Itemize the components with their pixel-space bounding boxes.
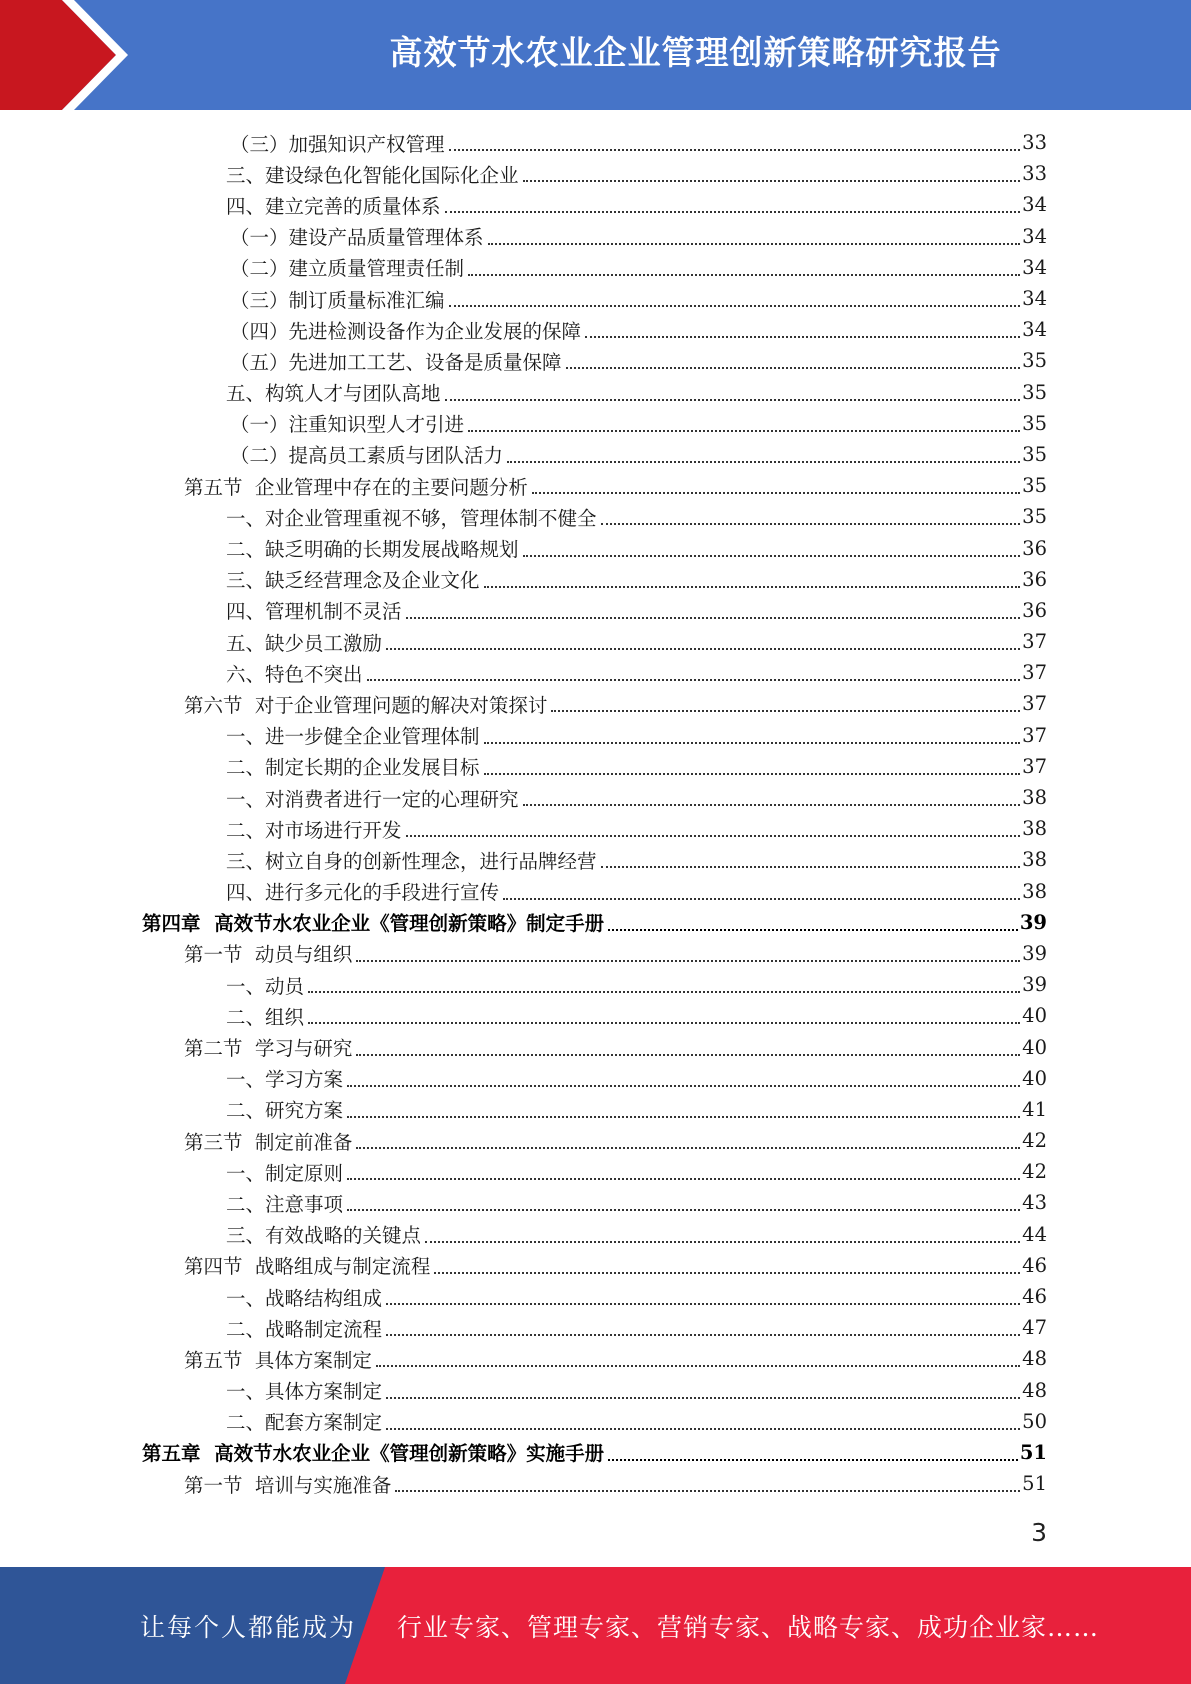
toc-entry-page: 38: [1022, 848, 1047, 872]
toc-entry-title: 第四节 战略组成与制定流程: [184, 1255, 431, 1279]
toc-leader-dots: [507, 442, 1020, 463]
toc-entry-title: 第一节 动员与组织: [184, 943, 353, 967]
toc-leader-dots: [356, 1128, 1020, 1149]
toc-entry[interactable]: [142, 1437, 1047, 1468]
toc-entry[interactable]: [226, 532, 1047, 563]
toc-entry[interactable]: [226, 501, 1047, 532]
toc-entry[interactable]: [226, 626, 1047, 657]
toc-entry[interactable]: [226, 657, 1047, 688]
toc-entry-title: 五、缺少员工激励: [226, 631, 383, 655]
toc-entry[interactable]: [184, 1125, 1047, 1156]
toc-entry-title: 一、对企业管理重视不够，管理体制不健全: [226, 506, 597, 530]
toc-leader-dots: [386, 1378, 1020, 1399]
toc-entry-title: 二、研究方案: [226, 1099, 344, 1123]
toc-entry-page: 35: [1022, 349, 1047, 373]
toc-entry[interactable]: [230, 314, 1047, 345]
toc-leader-dots: [406, 598, 1021, 619]
toc-leader-dots: [601, 504, 1021, 525]
toc-entry-page: 38: [1022, 817, 1047, 841]
toc-entry-title: 第六节 对于企业管理问题的解决对策探讨: [184, 693, 548, 717]
toc-leader-dots: [585, 317, 1020, 338]
toc-entry[interactable]: [230, 221, 1047, 252]
toc-leader-dots: [503, 879, 1020, 900]
toc-entry-page: 38: [1022, 786, 1047, 810]
toc-entry[interactable]: [184, 1468, 1047, 1499]
toc-entry-title: 二、战略制定流程: [226, 1317, 383, 1341]
toc-entry[interactable]: [226, 876, 1047, 907]
toc-entry-page: 40: [1022, 1066, 1047, 1090]
toc-entry-page: 37: [1022, 630, 1047, 654]
toc-entry[interactable]: [226, 158, 1047, 189]
toc-entry-title: 三、建设绿色化智能化国际化企业: [226, 163, 519, 187]
toc-entry[interactable]: [184, 1250, 1047, 1281]
toc-entry[interactable]: [226, 377, 1047, 408]
toc-entry[interactable]: [226, 595, 1047, 626]
toc-leader-dots: [356, 941, 1020, 962]
toc-entry-title: （三）加强知识产权管理: [230, 132, 445, 156]
toc-entry-page: 34: [1022, 193, 1047, 217]
toc-entry-page: 47: [1022, 1316, 1047, 1340]
toc-leader-dots: [608, 1440, 1018, 1461]
toc-entry-title: 二、对市场进行开发: [226, 818, 402, 842]
toc-entry-title: 第四章 高效节水农业企业《管理创新策略》制定手册: [142, 912, 605, 936]
toc-entry-title: 一、战略结构组成: [226, 1286, 383, 1310]
toc-entry[interactable]: [142, 907, 1047, 938]
toc-leader-dots: [449, 286, 1021, 307]
toc-entry[interactable]: [230, 439, 1047, 470]
toc-entry-title: 四、进行多元化的手段进行宣传: [226, 881, 500, 905]
toc-entry[interactable]: [226, 1063, 1047, 1094]
toc-entry-page: 48: [1022, 1347, 1047, 1371]
toc-entry[interactable]: [226, 1000, 1047, 1031]
toc-entry-page: 43: [1022, 1191, 1047, 1215]
toc-leader-dots: [468, 411, 1020, 432]
toc-entry-page: 42: [1022, 1160, 1047, 1184]
toc-entry-page: 33: [1022, 162, 1047, 186]
toc-entry-title: （四）先进检测设备作为企业发展的保障: [230, 319, 582, 343]
toc-entry[interactable]: [184, 938, 1047, 969]
toc-leader-dots: [386, 1409, 1020, 1430]
toc-leader-dots: [386, 629, 1020, 650]
toc-entry[interactable]: [226, 1187, 1047, 1218]
toc-leader-dots: [523, 785, 1021, 806]
toc-leader-dots: [608, 910, 1018, 931]
page-header: [0, 0, 1191, 110]
toc-entry-page: 37: [1022, 692, 1047, 716]
toc-entry-page: 46: [1022, 1285, 1047, 1309]
toc-entry-page: 34: [1022, 287, 1047, 311]
footer-tagline: 行业专家、管理专家、营销专家、战略专家、成功企业家……: [397, 1612, 1100, 1642]
toc-entry-page: 46: [1022, 1253, 1047, 1277]
toc-leader-dots: [488, 224, 1021, 245]
toc-entry-page: 36: [1022, 536, 1047, 560]
toc-entry-title: 三、缺乏经营理念及企业文化: [226, 569, 480, 593]
report-title: 高效节水农业企业管理创新策略研究报告: [389, 32, 1002, 72]
table-of-contents: [0, 127, 1191, 1499]
toc-entry-title: 二、配套方案制定: [226, 1411, 383, 1435]
toc-leader-dots: [347, 1159, 1020, 1180]
toc-entry-page: 37: [1022, 661, 1047, 685]
toc-entry[interactable]: [226, 1406, 1047, 1437]
toc-entry-page: 40: [1022, 1035, 1047, 1059]
toc-leader-dots: [395, 1471, 1020, 1492]
toc-leader-dots: [386, 1284, 1020, 1305]
toc-entry-title: 五、构筑人才与团队高地: [226, 382, 441, 406]
toc-entry[interactable]: [184, 470, 1047, 501]
toc-entry[interactable]: [230, 283, 1047, 314]
page-number: 3: [1031, 1518, 1047, 1547]
toc-entry-page: 51: [1019, 1440, 1047, 1464]
toc-entry[interactable]: [226, 1094, 1047, 1125]
toc-entry[interactable]: [226, 844, 1047, 875]
toc-entry-title: （三）制订质量标准汇编: [230, 288, 445, 312]
toc-entry[interactable]: [226, 1219, 1047, 1250]
toc-entry-title: 一、具体方案制定: [226, 1380, 383, 1404]
toc-leader-dots: [484, 723, 1021, 744]
toc-entry-page: 35: [1022, 442, 1047, 466]
toc-entry[interactable]: [226, 751, 1047, 782]
toc-leader-dots: [449, 130, 1021, 151]
toc-entry-title: 六、特色不突出: [226, 662, 363, 686]
toc-leader-dots: [356, 1035, 1020, 1056]
toc-leader-dots: [347, 1066, 1020, 1087]
toc-entry-page: 36: [1022, 598, 1047, 622]
toc-entry-page: 41: [1022, 1097, 1047, 1121]
toc-entry-page: 35: [1022, 380, 1047, 404]
toc-entry[interactable]: [226, 813, 1047, 844]
toc-entry-title: 三、树立自身的创新性理念，进行品牌经营: [226, 849, 597, 873]
toc-entry[interactable]: [230, 127, 1047, 158]
toc-leader-dots: [566, 348, 1021, 369]
toc-leader-dots: [445, 380, 1021, 401]
toc-leader-dots: [551, 691, 1020, 712]
toc-leader-dots: [601, 847, 1021, 868]
toc-entry-page: 34: [1022, 224, 1047, 248]
toc-entry[interactable]: [226, 1281, 1047, 1312]
toc-leader-dots: [425, 1222, 1020, 1243]
toc-entry-title: 二、注意事项: [226, 1192, 344, 1216]
toc-entry-page: 34: [1022, 255, 1047, 279]
toc-entry-page: 42: [1022, 1129, 1047, 1153]
toc-entry[interactable]: [184, 688, 1047, 719]
toc-leader-dots: [523, 536, 1021, 557]
toc-leader-dots: [484, 754, 1021, 775]
toc-entry-title: 第五章 高效节水农业企业《管理创新策略》实施手册: [142, 1442, 605, 1466]
toc-entry-page: 34: [1022, 318, 1047, 342]
toc-leader-dots: [347, 1097, 1020, 1118]
toc-entry-title: （一）注重知识型人才引进: [230, 413, 465, 437]
toc-leader-dots: [376, 1346, 1020, 1367]
toc-entry-title: 第五节 具体方案制定: [184, 1348, 372, 1372]
toc-leader-dots: [532, 473, 1020, 494]
toc-entry-page: 51: [1022, 1472, 1047, 1496]
footer-slogan: 让每个人都能成为: [140, 1612, 357, 1642]
toc-entry-page: 44: [1022, 1222, 1047, 1246]
toc-leader-dots: [406, 816, 1021, 837]
toc-leader-dots: [308, 1003, 1020, 1024]
toc-entry-title: 一、制定原则: [226, 1161, 344, 1185]
toc-entry-page: 35: [1022, 474, 1047, 498]
toc-entry-title: 二、缺乏明确的长期发展战略规划: [226, 538, 519, 562]
toc-entry-title: 第五节 企业管理中存在的主要问题分析: [184, 475, 528, 499]
toc-entry-title: 一、学习方案: [226, 1068, 344, 1092]
toc-entry[interactable]: [230, 252, 1047, 283]
toc-leader-dots: [523, 161, 1021, 182]
toc-entry[interactable]: [226, 720, 1047, 751]
toc-entry-title: （二）建立质量管理责任制: [230, 257, 465, 281]
toc-entry-title: 二、组织: [226, 1005, 305, 1029]
toc-entry-page: 37: [1022, 754, 1047, 778]
toc-entry-title: 四、建立完善的质量体系: [226, 194, 441, 218]
toc-entry-page: 39: [1022, 941, 1047, 965]
toc-entry-title: （五）先进加工工艺、设备是质量保障: [230, 350, 562, 374]
toc-entry-title: 一、进一步健全企业管理体制: [226, 725, 480, 749]
toc-leader-dots: [434, 1253, 1020, 1274]
toc-entry-page: 39: [1019, 910, 1047, 934]
toc-entry[interactable]: [226, 782, 1047, 813]
toc-entry[interactable]: [226, 1312, 1047, 1343]
page-footer: [0, 1567, 1191, 1684]
toc-entry-page: 36: [1022, 567, 1047, 591]
toc-entry-page: 40: [1022, 1004, 1047, 1028]
toc-entry-title: 四、管理机制不灵活: [226, 600, 402, 624]
toc-entry[interactable]: [230, 345, 1047, 376]
toc-entry-title: 第二节 学习与研究: [184, 1037, 353, 1061]
toc-entry-page: 50: [1022, 1409, 1047, 1433]
toc-entry[interactable]: [230, 408, 1047, 439]
toc-entry[interactable]: [226, 1375, 1047, 1406]
toc-entry-page: 48: [1022, 1378, 1047, 1402]
toc-entry-page: 33: [1022, 131, 1047, 155]
toc-leader-dots: [386, 1315, 1020, 1336]
toc-entry-page: 35: [1022, 505, 1047, 529]
toc-entry-title: （二）提高员工素质与团队活力: [230, 444, 504, 468]
toc-entry-title: 第一节 培训与实施准备: [184, 1473, 392, 1497]
toc-leader-dots: [347, 1190, 1020, 1211]
chevron-arrow-icon: [0, 0, 160, 110]
toc-entry-title: （一）建设产品质量管理体系: [230, 226, 484, 250]
toc-entry-title: 一、动员: [226, 974, 305, 998]
toc-entry[interactable]: [184, 1343, 1047, 1374]
toc-entry-title: 一、对消费者进行一定的心理研究: [226, 787, 519, 811]
toc-entry-title: 第三节 制定前准备: [184, 1130, 353, 1154]
toc-entry-page: 37: [1022, 723, 1047, 747]
toc-leader-dots: [445, 192, 1021, 213]
toc-entry[interactable]: [226, 1156, 1047, 1187]
toc-entry-page: 39: [1022, 973, 1047, 997]
toc-entry-page: 35: [1022, 411, 1047, 435]
toc-entry[interactable]: [226, 189, 1047, 220]
toc-entry-title: 二、制定长期的企业发展目标: [226, 756, 480, 780]
toc-entry[interactable]: [226, 969, 1047, 1000]
toc-entry-title: 三、有效战略的关键点: [226, 1224, 422, 1248]
toc-entry[interactable]: [184, 1031, 1047, 1062]
toc-entry[interactable]: [226, 564, 1047, 595]
toc-leader-dots: [484, 567, 1021, 588]
toc-leader-dots: [367, 660, 1021, 681]
toc-entry-page: 38: [1022, 879, 1047, 903]
toc-leader-dots: [468, 255, 1020, 276]
toc-leader-dots: [308, 972, 1020, 993]
